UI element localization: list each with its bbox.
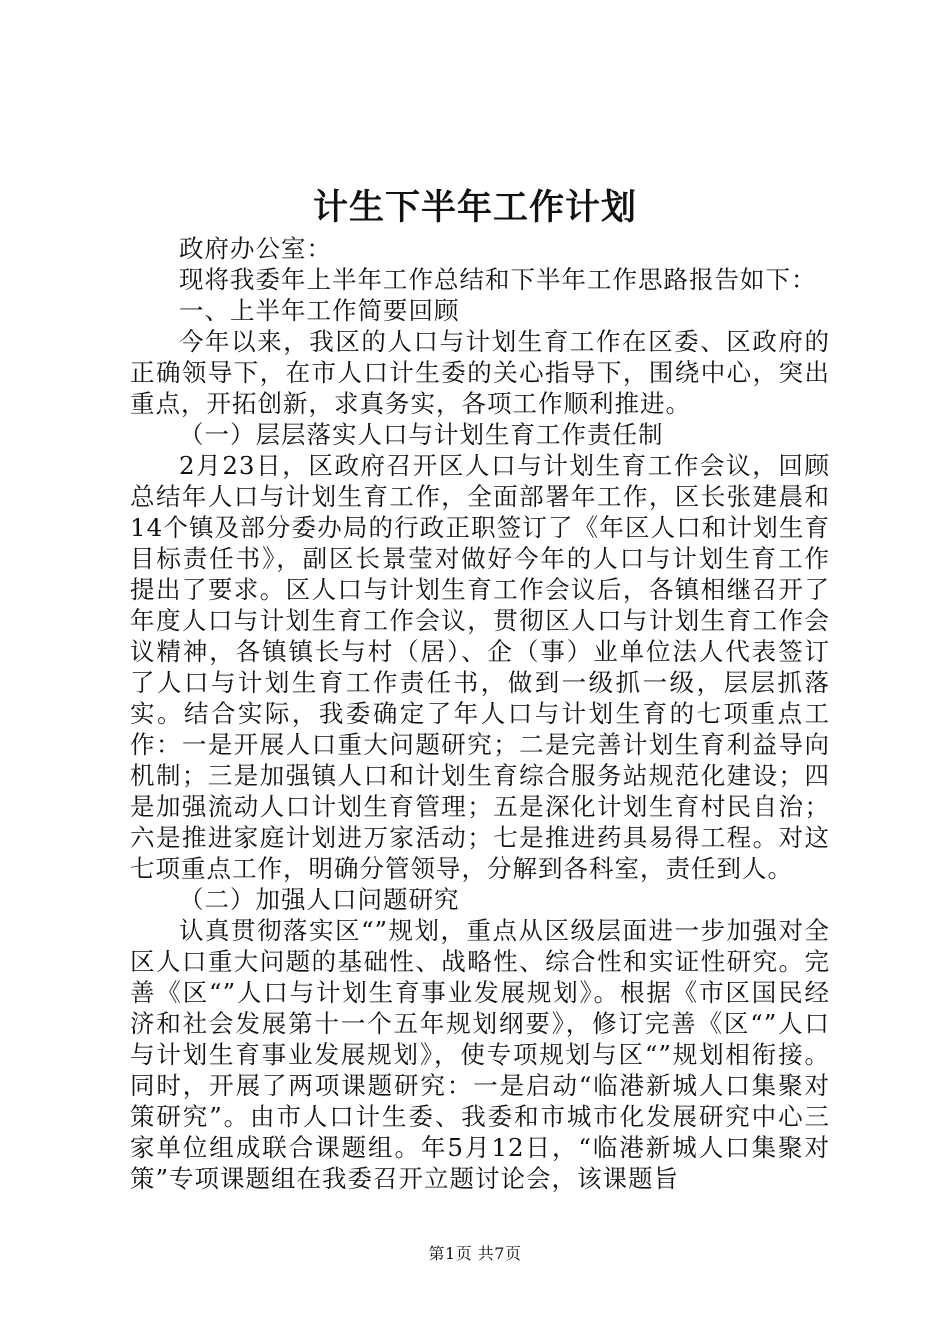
subsection-heading-responsibility: （一）层层落实人口与计划生育工作责任制 bbox=[179, 420, 664, 449]
intro-paragraph: 现将我委年上半年工作总结和下半年工作思路报告如下： bbox=[179, 265, 817, 294]
document-body bbox=[130, 233, 830, 1194]
document-title: 计生下半年工作计划 bbox=[312, 187, 637, 228]
subsection-heading-research: （二）加强人口问题研究 bbox=[179, 885, 460, 914]
salutation: 政府办公室： bbox=[179, 234, 332, 263]
research-paragraph: 认真贯彻落实区“”规划，重点从区级层面进一步加强对全区人口重大问题的基础性、战略性、综合性和实证性研究。完善《区“”人口与计划生育事业发展规划》。根据《市区国民经济和社会发展第十一个五年规划纲要》，修订完善《区“”人口与计划生育事业发展规划》，使专项规划与区“”规划相衔接。同时，开展了两项课题研究：一是启动“临港新城人口集聚对策研究”。由市人口计生委、我委和市城市化发展研究中心三家单位组成联合课题组。年5月12日，“临港新城人口集聚对策”专项课题组在我委召开立题讨论会，该课题旨 bbox=[130, 916, 830, 1193]
page-number: 第1页 共7页 bbox=[428, 1244, 522, 1263]
review-paragraph: 今年以来，我区的人口与计划生育工作在区委、区政府的正确领导下，在市人口计生委的关心指导下，围绕中心，突出重点，开拓创新，求真务实，各项工作顺利推进。 bbox=[130, 327, 830, 418]
responsibility-paragraph: 2月23日，区政府召开区人口与计划生育工作会议，回顾总结年人口与计划生育工作，全面部署年工作，区长张建晨和14个镇及部分委办局的行政正职签订了《年区人口和计划生育目标责任书》，副区长景莹对做好今年的人口与计划生育工作提出了要求。区人口与计划生育工作会议后，各镇相继召开了年度人口与计划生育工作会议，贯彻区人口与计划生育工作会议精神，各镇镇长与村（居）、企（事）业单位法人代表签订了人口与计划生育工作责任书，做到一级抓一级，层层抓落实。结合实际，我委确定了年人口与计划生育的七项重点工作：一是开展人口重大问题研究；二是完善计划生育利益导向机制；三是加强镇人口和计划生育综合服务站规范化建设；四是加强流动人口计划生育管理；五是深化计划生育村民自治；六是推进家庭计划进万家活动；七是推进药具易得工程。对这七项重点工作，明确分管领导，分解到各科室，责任到人。 bbox=[130, 451, 830, 883]
section-heading-review: 一、上半年工作简要回顾 bbox=[179, 296, 460, 325]
